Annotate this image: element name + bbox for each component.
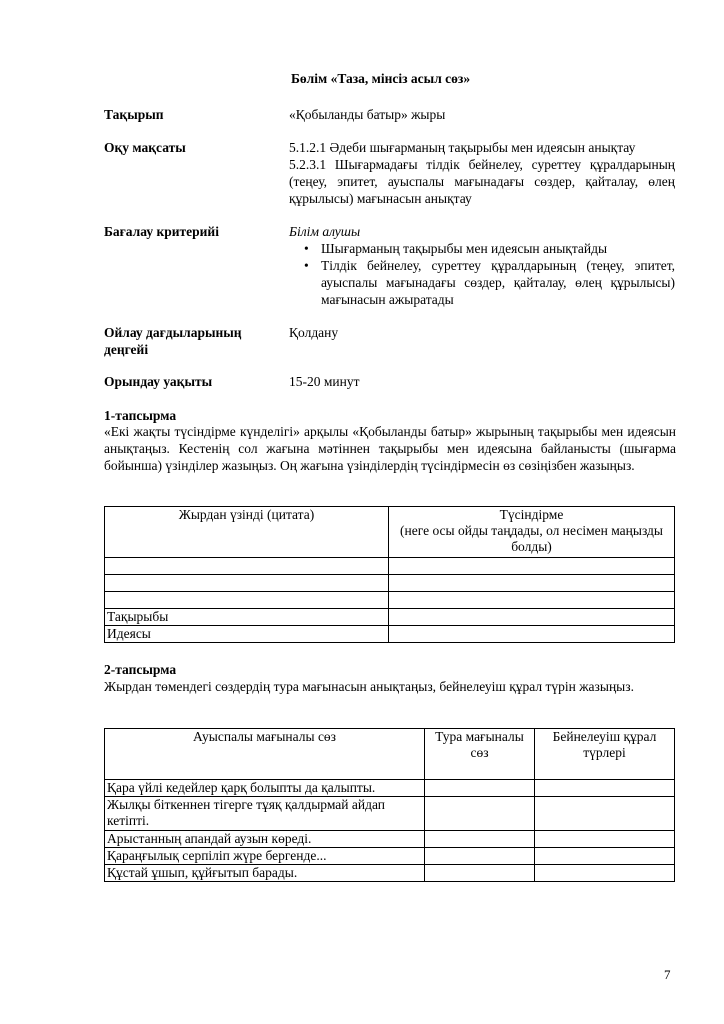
- criteria-value: [289, 223, 675, 308]
- table-row: [105, 797, 675, 831]
- table-header-row: [105, 729, 675, 780]
- phrase-cell: Қара үйлі кедейлер қарқ болыпты да қалыпты.: [105, 780, 425, 797]
- table-row: [105, 609, 675, 626]
- section-title: Бөлім «Таза, мінсіз асыл сөз»: [291, 71, 471, 86]
- table-row: [105, 626, 675, 643]
- task1-text: «Екі жақты түсіндірме күнделігі» арқылы «Қобыланды батыр» жырының тақырыбы мен идеясын анықтаңыз. Кестенің сол жағына мәтіннен тақырыбы мен идеясына байланысты (шығарма бойынша) үзінділер жазыңыз. Оң жағына үзінділердің түсіндірмесін өз сөзіңізбен жазыңыз.: [104, 424, 676, 473]
- table-row: [105, 558, 675, 575]
- table-cell[interactable]: [535, 865, 675, 882]
- table-row: [105, 848, 675, 865]
- table-cell[interactable]: [389, 626, 675, 643]
- criteria-item: • Тілдік бейнелеу, суреттеу құралдарының (теңеу, эпитет, ауыспалы мағынадағы сөздер, қайталау, өлең құрылысы) мағынасын ажыратады: [289, 257, 675, 308]
- table-cell[interactable]: [425, 780, 535, 797]
- criteria-list: [289, 240, 675, 308]
- phrase-cell: Арыстанның апандай аузын көреді.: [105, 831, 425, 848]
- row-label: Тақырыбы: [105, 609, 389, 626]
- table-cell[interactable]: [389, 575, 675, 592]
- topic-label: Тақырып: [104, 107, 164, 122]
- skills-label: Ойлау дағдыларының деңгейі: [104, 325, 242, 357]
- table-row: [105, 575, 675, 592]
- table-cell[interactable]: [535, 848, 675, 865]
- table-row: [105, 831, 675, 848]
- goal-line-2: 5.2.3.1 Шығармадағы тілдік бейнелеу, суреттеу құралдарының (теңеу, эпитет, ауыспалы мағынадағы сөздер, қайталау, өлең құрылысы) мағынасын анықтау: [289, 157, 675, 206]
- column-header: Тура мағыналы сөз: [425, 729, 535, 780]
- table-cell[interactable]: [425, 848, 535, 865]
- table-cell[interactable]: [389, 558, 675, 575]
- table-cell[interactable]: [535, 780, 675, 797]
- time-label: Орындау уақыты: [104, 374, 213, 389]
- table-cell[interactable]: [425, 831, 535, 848]
- task2-table: [104, 728, 675, 882]
- goal-value: [289, 139, 675, 207]
- column-header: [389, 507, 675, 558]
- table-row: [105, 865, 675, 882]
- phrase-cell: Құстай ұшып, құйғытып барады.: [105, 865, 425, 882]
- column-header: Жырдан үзінді (цитата): [105, 507, 389, 558]
- table-row: [105, 592, 675, 609]
- table-cell[interactable]: [105, 592, 389, 609]
- criteria-intro: Білім алушы: [289, 224, 361, 239]
- skills-value: Қолдану: [289, 325, 339, 340]
- header-line: Түсіндірме: [499, 507, 564, 522]
- table-row: [105, 780, 675, 797]
- goal-label: Оқу мақсаты: [104, 140, 186, 155]
- table-header-row: [105, 507, 675, 558]
- task2-heading: 2-тапсырма: [104, 662, 177, 677]
- phrase-cell: Қараңғылық серпіліп жүре бергенде...: [105, 848, 425, 865]
- task2-text: Жырдан төмендегі сөздердің тура мағынасын анықтаңыз, бейнелеуіш құрал түрін жазыңыз.: [104, 679, 634, 694]
- table-cell[interactable]: [535, 831, 675, 848]
- table-cell[interactable]: [105, 558, 389, 575]
- phrase-cell: Жылқы біткеннен тігерге тұяқ қалдырмай айдап кетіпті.: [105, 797, 425, 831]
- topic-value: «Қобыланды батыр» жыры: [289, 107, 446, 122]
- column-header: Бейнелеуіш құрал түрлері: [535, 729, 675, 780]
- row-label: Идеясы: [105, 626, 389, 643]
- header-line: (неге осы ойды таңдады, ол несімен маңызды болды): [400, 523, 663, 554]
- criteria-item: • Шығарманың тақырыбы мен идеясын анықтайды: [289, 240, 675, 257]
- task1-table: [104, 506, 675, 643]
- column-header: Ауыспалы мағыналы сөз: [105, 729, 425, 780]
- criteria-label: Бағалау критерийі: [104, 224, 219, 239]
- task1-heading: 1-тапсырма: [104, 408, 177, 423]
- time-value: 15-20 минут: [289, 374, 360, 389]
- table-cell[interactable]: [425, 865, 535, 882]
- goal-line-1: 5.1.2.1 Әдеби шығарманың тақырыбы мен идеясын анықтау: [289, 140, 636, 155]
- table-cell[interactable]: [535, 797, 675, 831]
- table-cell[interactable]: [105, 575, 389, 592]
- page-number: 7: [664, 967, 671, 982]
- table-cell[interactable]: [389, 592, 675, 609]
- table-cell[interactable]: [425, 797, 535, 831]
- table-cell[interactable]: [389, 609, 675, 626]
